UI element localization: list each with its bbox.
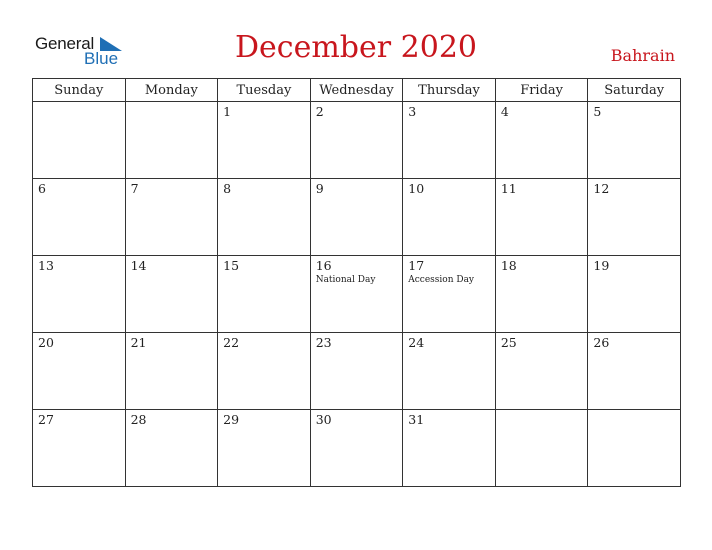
weekday-header: Sunday [33,79,126,102]
day-number: 11 [500,181,517,196]
day-number: 5 [593,104,602,119]
day-cell [218,179,311,256]
day-cell [403,333,496,410]
day-number: 19 [593,258,610,273]
day-cell [125,179,218,256]
day-cell [218,410,311,487]
page-title: December 2020 [235,30,477,65]
day-number: 23 [315,335,332,350]
day-cell [33,256,126,333]
week-row [33,102,681,179]
day-number: 22 [223,335,240,350]
weekday-header: Wednesday [310,79,403,102]
weekday-header: Thursday [403,79,496,102]
day-number: 16 [315,258,332,273]
week-row [33,256,681,333]
day-cell [588,256,681,333]
day-number: 7 [130,181,139,196]
day-cell [403,179,496,256]
day-cell [495,333,588,410]
empty-day-cell [588,410,681,487]
day-cell [125,410,218,487]
day-number: 2 [315,104,324,119]
day-cell [218,333,311,410]
day-cell [495,256,588,333]
day-number: 27 [38,412,54,427]
logo-blue-text: Blue [84,49,119,68]
empty-day-cell [33,102,126,179]
day-number: 24 [408,335,425,350]
week-row [33,179,681,256]
day-number: 18 [500,258,517,273]
day-cell [588,333,681,410]
day-number: 12 [593,181,610,196]
weekday-header-row [33,79,681,102]
day-cell [125,256,218,333]
day-cell [310,410,403,487]
day-cell [495,102,588,179]
holiday-label: Accession Day [408,275,475,285]
empty-day-cell [495,410,588,487]
week-row [33,333,681,410]
day-cell [33,333,126,410]
day-number: 26 [593,335,610,350]
day-cell [310,102,403,179]
day-number: 20 [38,335,54,350]
day-number: 25 [500,335,517,350]
day-number: 6 [38,181,46,196]
weekday-header: Tuesday [218,79,311,102]
day-number: 30 [315,412,332,427]
day-cell [310,256,403,333]
empty-day-cell [125,102,218,179]
day-cell [403,102,496,179]
day-number: 28 [130,412,147,427]
day-cell [495,179,588,256]
day-cell [218,256,311,333]
day-number: 4 [500,104,509,119]
day-number: 17 [408,258,425,273]
weekday-header: Saturday [588,79,681,102]
day-number: 21 [130,335,147,350]
day-cell [588,179,681,256]
day-cell [33,179,126,256]
day-cell [33,410,126,487]
logo-general-text: General [35,34,95,53]
calendar-grid [32,78,681,487]
day-cell [310,179,403,256]
country-label: Bahrain [610,46,675,65]
weekday-header: Friday [495,79,588,102]
day-number: 14 [130,258,147,273]
day-number: 3 [408,104,417,119]
day-number: 8 [223,181,232,196]
week-row [33,410,681,487]
day-cell [403,256,496,333]
day-number: 1 [223,104,232,119]
weekday-header: Monday [125,79,218,102]
day-cell [588,102,681,179]
day-cell [310,333,403,410]
day-number: 10 [408,181,425,196]
holiday-label: National Day [315,275,376,285]
day-cell [125,333,218,410]
day-number: 15 [223,258,240,273]
day-cell [403,410,496,487]
day-number: 29 [223,412,240,427]
day-cell [218,102,311,179]
day-number: 9 [315,181,324,196]
day-number: 31 [408,412,425,427]
day-number: 13 [38,258,54,273]
